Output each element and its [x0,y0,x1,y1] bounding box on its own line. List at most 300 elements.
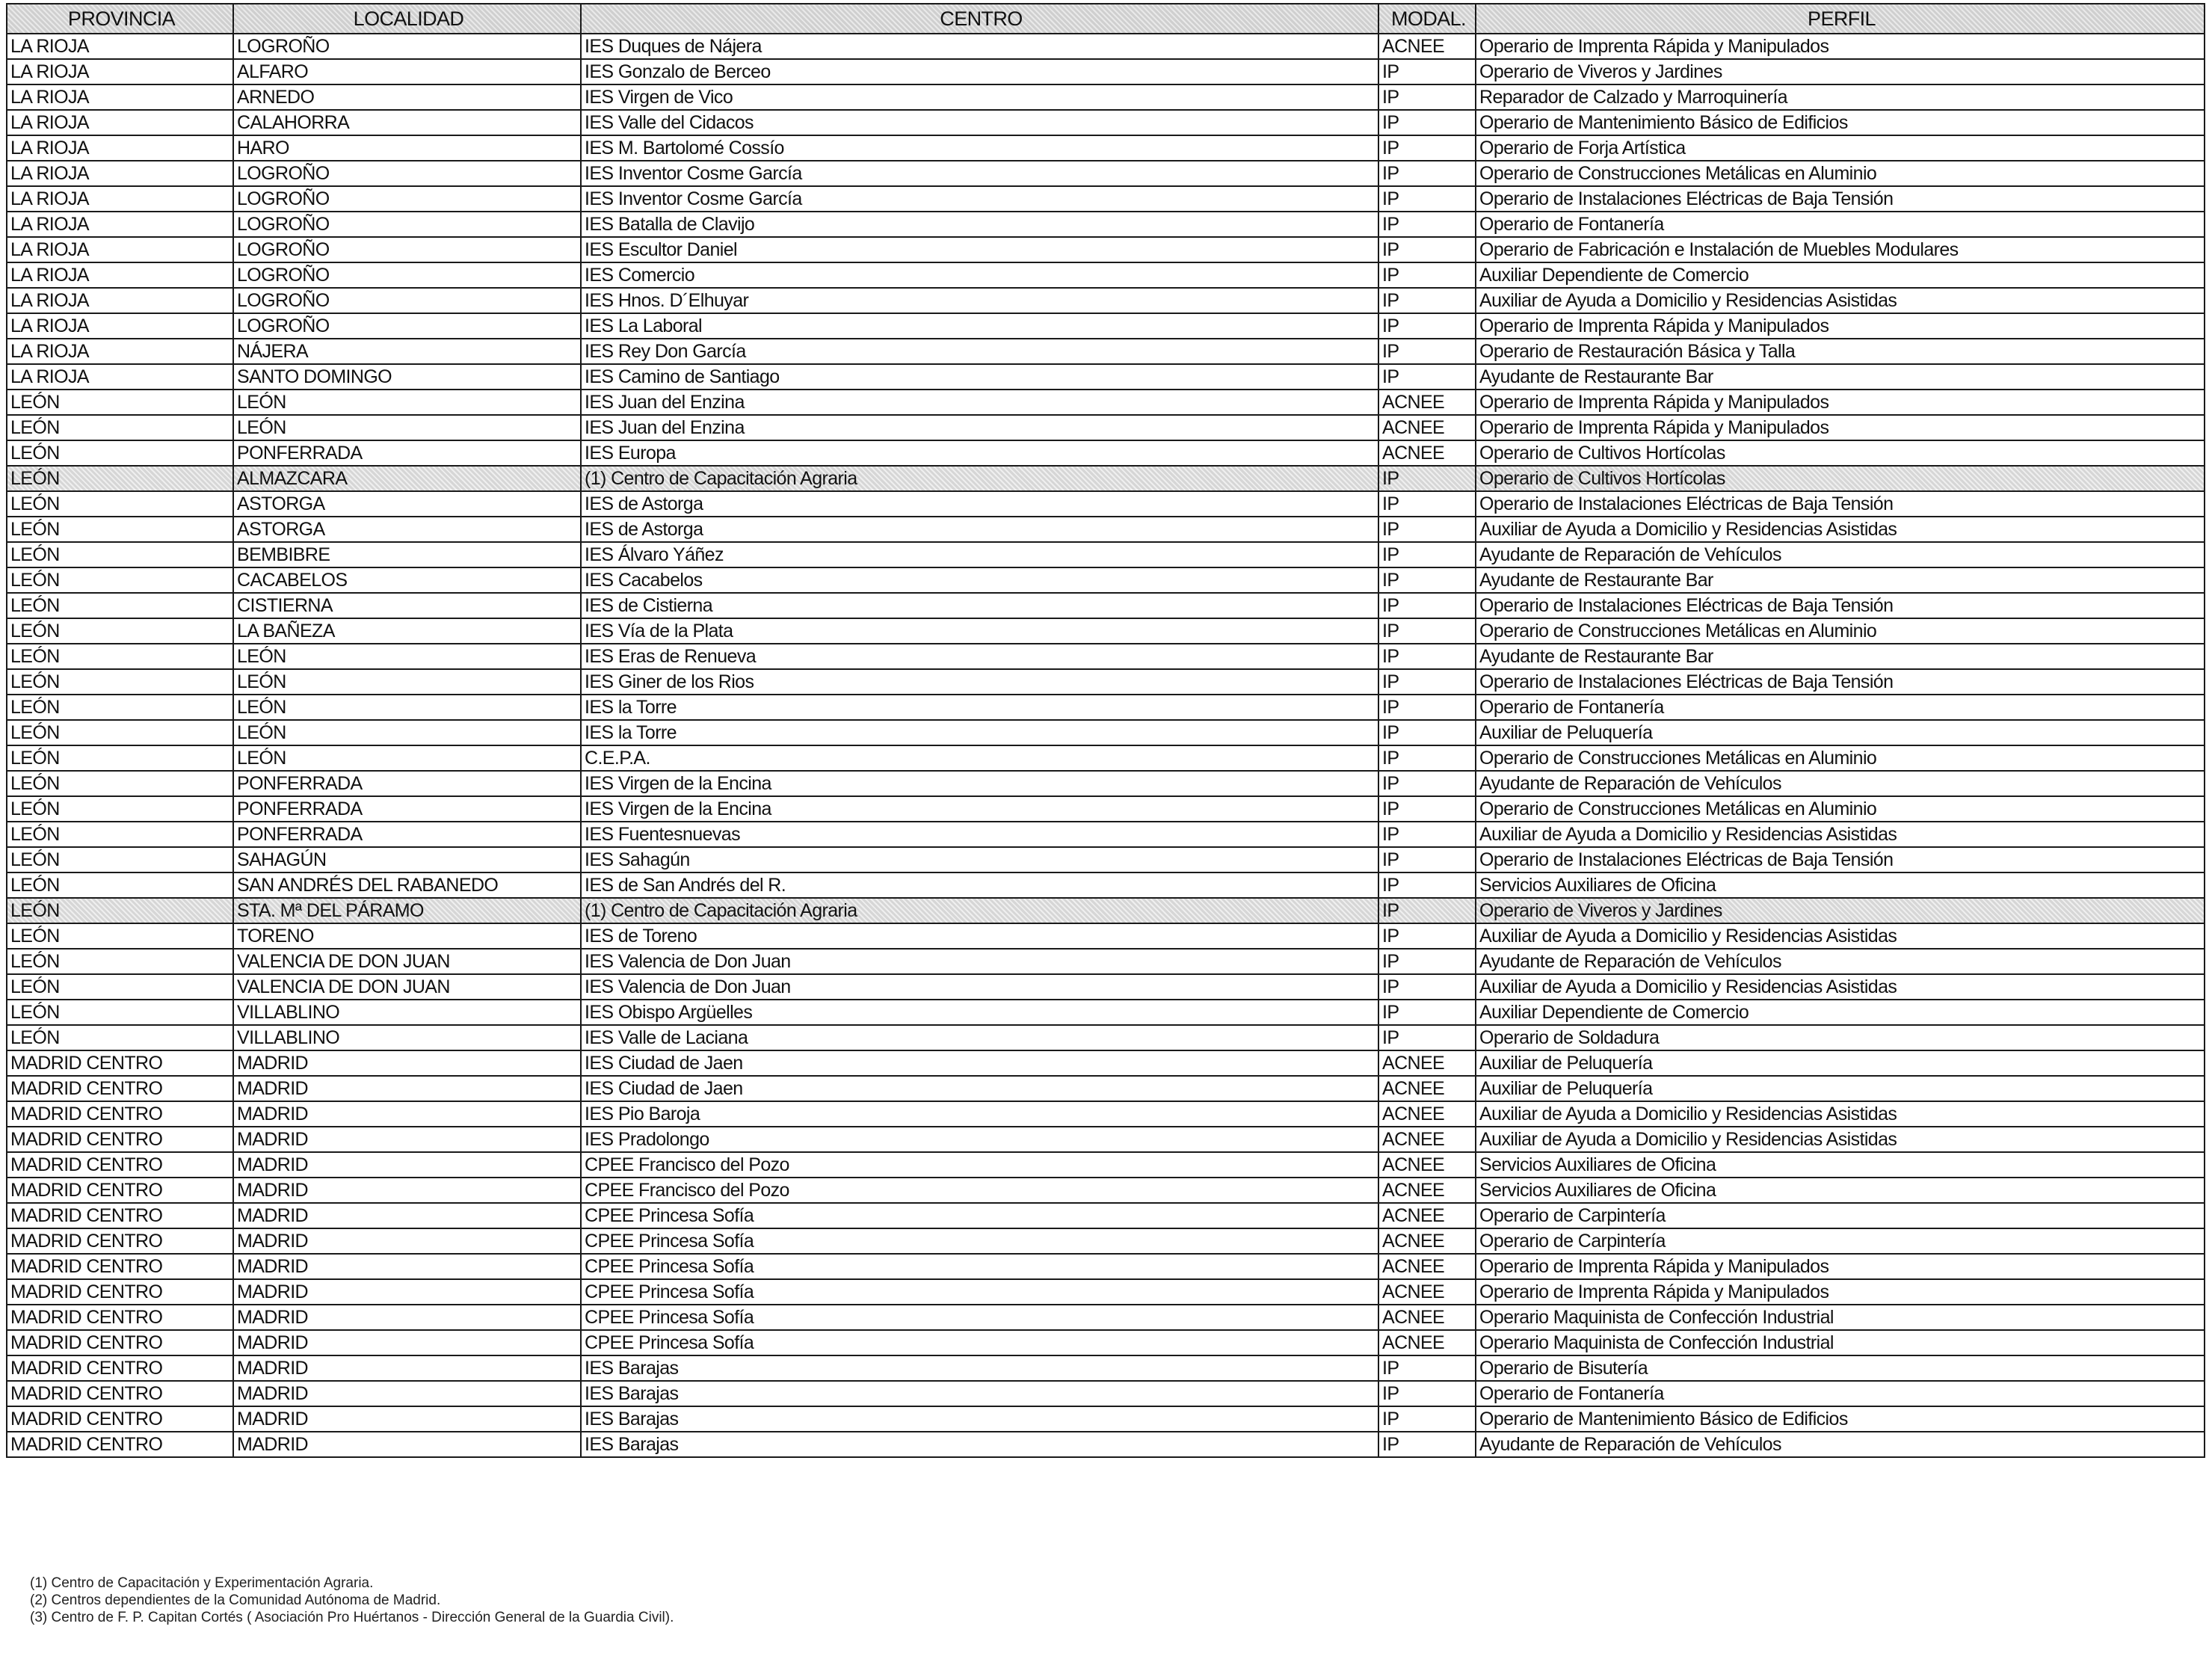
table-row [7,1330,2205,1355]
provincia-cell: LA RIOJA [7,34,233,59]
column-header-localidad: LOCALIDAD [233,4,581,34]
perfil-cell: Operario Maquinista de Confección Industrial [1476,1305,2205,1330]
table-row [7,364,2205,390]
localidad-cell: MADRID [233,1305,581,1330]
centro-cell: CPEE Francisco del Pozo [581,1178,1378,1203]
localidad-cell: LEÓN [233,644,581,669]
table-body [7,34,2205,1457]
footnote: (3) Centro de F. P. Capitan Cortés ( Asociación Pro Huértanos - Dirección General de la Guardia Civil). [30,1610,674,1625]
perfil-cell: Operario de Carpintería [1476,1228,2205,1254]
centro-cell: IES Valle de Laciana [581,1025,1378,1050]
modal-cell: IP [1378,644,1476,669]
perfil-cell: Operario de Instalaciones Eléctricas de Baja Tensión [1476,593,2205,618]
centro-cell: IES Barajas [581,1406,1378,1432]
table-row [7,34,2205,59]
provincia-cell: LA RIOJA [7,237,233,262]
table-row [7,898,2205,923]
localidad-cell: MADRID [233,1152,581,1178]
centro-cell: C.E.P.A. [581,745,1378,771]
centro-cell: IES de San Andrés del R. [581,872,1378,898]
provincia-cell: LA RIOJA [7,288,233,313]
provincia-cell: LA RIOJA [7,262,233,288]
perfil-cell: Operario de Instalaciones Eléctricas de Baja Tensión [1476,186,2205,212]
perfil-cell: Operario de Fontanería [1476,695,2205,720]
localidad-cell: SAHAGÚN [233,847,581,872]
provincia-cell: LEÓN [7,1025,233,1050]
modal-cell: ACNEE [1378,1279,1476,1305]
provincia-cell: LEÓN [7,822,233,847]
modal-cell: IP [1378,923,1476,949]
modal-cell: IP [1378,872,1476,898]
perfil-cell: Auxiliar Dependiente de Comercio [1476,262,2205,288]
table-row [7,644,2205,669]
perfil-cell: Operario de Cultivos Hortícolas [1476,440,2205,466]
provincia-cell: MADRID CENTRO [7,1203,233,1228]
perfil-cell: Auxiliar Dependiente de Comercio [1476,1000,2205,1025]
localidad-cell: LEÓN [233,669,581,695]
perfil-cell: Auxiliar de Ayuda a Domicilio y Residencias Asistidas [1476,517,2205,542]
table-row [7,212,2205,237]
perfil-cell: Ayudante de Reparación de Vehículos [1476,1432,2205,1457]
perfil-cell: Auxiliar de Ayuda a Domicilio y Residencias Asistidas [1476,288,2205,313]
modal-cell: IP [1378,1355,1476,1381]
centro-cell: IES de Toreno [581,923,1378,949]
localidad-cell: LOGROÑO [233,212,581,237]
provincia-cell: LEÓN [7,415,233,440]
table-row [7,1406,2205,1432]
centro-cell: CPEE Princesa Sofía [581,1305,1378,1330]
perfil-cell: Operario de Construcciones Metálicas en Aluminio [1476,161,2205,186]
modal-cell: IP [1378,847,1476,872]
centro-cell: IES Juan del Enzina [581,415,1378,440]
perfil-cell: Auxiliar de Ayuda a Domicilio y Residencias Asistidas [1476,1127,2205,1152]
centro-cell: IES Eras de Renueva [581,644,1378,669]
provincia-cell: MADRID CENTRO [7,1152,233,1178]
centro-cell: IES Álvaro Yáñez [581,542,1378,567]
table-row [7,59,2205,84]
table-row [7,440,2205,466]
column-header-modal: MODAL. [1378,4,1476,34]
provincia-cell: LA RIOJA [7,161,233,186]
modal-cell: IP [1378,1406,1476,1432]
perfil-cell: Operario de Construcciones Metálicas en Aluminio [1476,796,2205,822]
provincia-cell: MADRID CENTRO [7,1279,233,1305]
table-row [7,1152,2205,1178]
localidad-cell: ASTORGA [233,517,581,542]
centro-cell: IES Inventor Cosme García [581,161,1378,186]
localidad-cell: MADRID [233,1228,581,1254]
localidad-cell: LOGROÑO [233,186,581,212]
table-row [7,771,2205,796]
provincia-cell: LA RIOJA [7,212,233,237]
perfil-cell: Ayudante de Restaurante Bar [1476,567,2205,593]
modal-cell: IP [1378,618,1476,644]
centro-cell: IES Escultor Daniel [581,237,1378,262]
localidad-cell: CACABELOS [233,567,581,593]
table-row [7,110,2205,135]
centro-cell: IES La Laboral [581,313,1378,339]
table-row [7,1000,2205,1025]
localidad-cell: LEÓN [233,415,581,440]
perfil-cell: Servicios Auxiliares de Oficina [1476,1152,2205,1178]
centro-cell: IES la Torre [581,720,1378,745]
perfil-cell: Operario de Instalaciones Eléctricas de Baja Tensión [1476,491,2205,517]
provincia-cell: MADRID CENTRO [7,1228,233,1254]
localidad-cell: PONFERRADA [233,771,581,796]
provincia-cell: LEÓN [7,796,233,822]
provincia-cell: LEÓN [7,695,233,720]
provincia-cell: MADRID CENTRO [7,1127,233,1152]
centro-cell: IES de Astorga [581,491,1378,517]
centro-cell: IES Barajas [581,1355,1378,1381]
modal-cell: ACNEE [1378,1152,1476,1178]
provincia-cell: LA RIOJA [7,339,233,364]
table-row [7,974,2205,1000]
provincia-cell: LA RIOJA [7,110,233,135]
centro-cell: IES Valencia de Don Juan [581,949,1378,974]
perfil-cell: Ayudante de Reparación de Vehículos [1476,771,2205,796]
modal-cell: IP [1378,974,1476,1000]
modal-cell: ACNEE [1378,34,1476,59]
localidad-cell: LOGROÑO [233,313,581,339]
centro-cell: IES Virgen de la Encina [581,771,1378,796]
centro-cell: IES Hnos. D´Elhuyar [581,288,1378,313]
centro-cell: IES Rey Don García [581,339,1378,364]
perfil-cell: Ayudante de Reparación de Vehículos [1476,542,2205,567]
provincia-cell: LA RIOJA [7,135,233,161]
perfil-cell: Ayudante de Restaurante Bar [1476,364,2205,390]
centro-cell: IES Virgen de Vico [581,84,1378,110]
localidad-cell: TORENO [233,923,581,949]
modal-cell: IP [1378,517,1476,542]
table-row [7,1381,2205,1406]
localidad-cell: LEÓN [233,745,581,771]
localidad-cell: MADRID [233,1050,581,1076]
table-row [7,161,2205,186]
perfil-cell: Operario de Bisutería [1476,1355,2205,1381]
perfil-cell: Auxiliar de Peluquería [1476,1076,2205,1101]
perfil-cell: Operario de Carpintería [1476,1203,2205,1228]
centro-cell: IES Camino de Santiago [581,364,1378,390]
provincia-cell: LEÓN [7,847,233,872]
table-row [7,262,2205,288]
localidad-cell: LOGROÑO [233,161,581,186]
centro-cell: CPEE Princesa Sofía [581,1203,1378,1228]
centro-cell: IES Ciudad de Jaen [581,1050,1378,1076]
perfil-cell: Operario de Imprenta Rápida y Manipulados [1476,390,2205,415]
modal-cell: IP [1378,1025,1476,1050]
provincia-cell: LEÓN [7,644,233,669]
centro-cell: IES M. Bartolomé Cossío [581,135,1378,161]
table-row [7,618,2205,644]
perfil-cell: Operario de Imprenta Rápida y Manipulados [1476,34,2205,59]
modal-cell: IP [1378,669,1476,695]
modal-cell: IP [1378,822,1476,847]
perfil-cell: Operario de Forja Artística [1476,135,2205,161]
provincia-cell: LEÓN [7,618,233,644]
localidad-cell: LOGROÑO [233,237,581,262]
centro-cell: IES Fuentesnuevas [581,822,1378,847]
table-row [7,491,2205,517]
column-header-centro: CENTRO [581,4,1378,34]
footnote: (2) Centros dependientes de la Comunidad Autónoma de Madrid. [30,1592,441,1608]
provincia-cell: LA RIOJA [7,364,233,390]
modal-cell: IP [1378,161,1476,186]
provincia-cell: LEÓN [7,923,233,949]
localidad-cell: CALAHORRA [233,110,581,135]
modal-cell: ACNEE [1378,1101,1476,1127]
provincia-cell: LEÓN [7,771,233,796]
perfil-cell: Auxiliar de Ayuda a Domicilio y Residencias Asistidas [1476,1101,2205,1127]
localidad-cell: LOGROÑO [233,262,581,288]
localidad-cell: SAN ANDRÉS DEL RABANEDO [233,872,581,898]
table-row [7,1050,2205,1076]
modal-cell: IP [1378,771,1476,796]
provincia-cell: MADRID CENTRO [7,1178,233,1203]
provincia-cell: LEÓN [7,440,233,466]
table-row [7,1127,2205,1152]
localidad-cell: VILLABLINO [233,1025,581,1050]
centro-cell: IES Giner de los Rios [581,669,1378,695]
localidad-cell: LOGROÑO [233,34,581,59]
centro-cell: IES Pradolongo [581,1127,1378,1152]
perfil-cell: Operario de Imprenta Rápida y Manipulados [1476,415,2205,440]
centro-cell: IES Gonzalo de Berceo [581,59,1378,84]
footnote: (1) Centro de Capacitación y Experimentación Agraria. [30,1575,374,1591]
centro-cell: IES Europa [581,440,1378,466]
provincia-cell: LEÓN [7,567,233,593]
provincia-cell: LA RIOJA [7,186,233,212]
modal-cell: IP [1378,212,1476,237]
column-header-perfil: PERFIL [1476,4,2205,34]
centro-cell: IES Sahagún [581,847,1378,872]
table-row [7,1305,2205,1330]
perfil-cell: Operario de Mantenimiento Básico de Edificios [1476,1406,2205,1432]
provincia-cell: LEÓN [7,898,233,923]
localidad-cell: ALMAZCARA [233,466,581,491]
modal-cell: IP [1378,491,1476,517]
centro-cell: IES la Torre [581,695,1378,720]
centro-cell: CPEE Princesa Sofía [581,1330,1378,1355]
localidad-cell: MADRID [233,1406,581,1432]
localidad-cell: PONFERRADA [233,440,581,466]
modal-cell: ACNEE [1378,1330,1476,1355]
provincia-cell: MADRID CENTRO [7,1330,233,1355]
provincia-cell: LEÓN [7,1000,233,1025]
centro-cell: CPEE Princesa Sofía [581,1279,1378,1305]
provincia-cell: LA RIOJA [7,84,233,110]
localidad-cell: BEMBIBRE [233,542,581,567]
localidad-cell: ALFARO [233,59,581,84]
localidad-cell: PONFERRADA [233,822,581,847]
table-row [7,872,2205,898]
modal-cell: IP [1378,542,1476,567]
localidad-cell: LA BAÑEZA [233,618,581,644]
modal-cell: IP [1378,237,1476,262]
table-row [7,593,2205,618]
localidad-cell: MADRID [233,1101,581,1127]
centro-cell: IES Pio Baroja [581,1101,1378,1127]
localidad-cell: VALENCIA DE DON JUAN [233,974,581,1000]
provincia-cell: LEÓN [7,466,233,491]
table-row [7,923,2205,949]
modal-cell: IP [1378,59,1476,84]
perfil-cell: Operario de Imprenta Rápida y Manipulados [1476,313,2205,339]
modal-cell: ACNEE [1378,1050,1476,1076]
localidad-cell: VILLABLINO [233,1000,581,1025]
table-row [7,542,2205,567]
localidad-cell: MADRID [233,1254,581,1279]
provincia-cell: LEÓN [7,491,233,517]
provincia-cell: LEÓN [7,872,233,898]
table-row [7,1076,2205,1101]
table-row [7,745,2205,771]
modal-cell: IP [1378,796,1476,822]
provincia-cell: MADRID CENTRO [7,1305,233,1330]
localidad-cell: MADRID [233,1432,581,1457]
modal-cell: ACNEE [1378,415,1476,440]
provincia-cell: LEÓN [7,745,233,771]
perfil-cell: Operario Maquinista de Confección Industrial [1476,1330,2205,1355]
perfil-cell: Operario de Soldadura [1476,1025,2205,1050]
perfil-cell: Operario de Instalaciones Eléctricas de Baja Tensión [1476,669,2205,695]
localidad-cell: LOGROÑO [233,288,581,313]
centro-cell: CPEE Princesa Sofía [581,1254,1378,1279]
table-row [7,135,2205,161]
localidad-cell: CISTIERNA [233,593,581,618]
table-row [7,415,2205,440]
perfil-cell: Operario de Mantenimiento Básico de Edificios [1476,110,2205,135]
perfil-cell: Operario de Construcciones Metálicas en Aluminio [1476,745,2205,771]
centro-cell: (1) Centro de Capacitación Agraria [581,466,1378,491]
modal-cell: IP [1378,593,1476,618]
perfil-cell: Servicios Auxiliares de Oficina [1476,1178,2205,1203]
perfil-cell: Operario de Imprenta Rápida y Manipulados [1476,1254,2205,1279]
centro-cell: IES Ciudad de Jaen [581,1076,1378,1101]
modal-cell: IP [1378,186,1476,212]
localidad-cell: ASTORGA [233,491,581,517]
localidad-cell: MADRID [233,1076,581,1101]
perfil-cell: Auxiliar de Peluquería [1476,720,2205,745]
perfil-cell: Operario de Viveros y Jardines [1476,59,2205,84]
centro-cell: CPEE Princesa Sofía [581,1228,1378,1254]
localidad-cell: LEÓN [233,720,581,745]
perfil-cell: Ayudante de Reparación de Vehículos [1476,949,2205,974]
provincia-cell: LEÓN [7,517,233,542]
localidad-cell: PONFERRADA [233,796,581,822]
centro-cell: IES de Astorga [581,517,1378,542]
modal-cell: ACNEE [1378,1305,1476,1330]
table-row [7,237,2205,262]
modal-cell: ACNEE [1378,1076,1476,1101]
modal-cell: IP [1378,339,1476,364]
modal-cell: IP [1378,695,1476,720]
modal-cell: ACNEE [1378,1228,1476,1254]
provincia-cell: LEÓN [7,974,233,1000]
perfil-cell: Operario de Fontanería [1476,1381,2205,1406]
perfil-cell: Operario de Fabricación e Instalación de Muebles Modulares [1476,237,2205,262]
modal-cell: IP [1378,110,1476,135]
table-row [7,1203,2205,1228]
localidad-cell: MADRID [233,1381,581,1406]
table-row [7,1025,2205,1050]
centro-cell: CPEE Francisco del Pozo [581,1152,1378,1178]
centro-cell: IES Barajas [581,1432,1378,1457]
table-row [7,822,2205,847]
perfil-cell: Servicios Auxiliares de Oficina [1476,872,2205,898]
table-row [7,313,2205,339]
modal-cell: ACNEE [1378,1203,1476,1228]
provincia-cell: MADRID CENTRO [7,1254,233,1279]
modal-cell: IP [1378,84,1476,110]
table-row [7,949,2205,974]
table-header-row [7,4,2205,34]
modal-cell: IP [1378,135,1476,161]
table-row [7,1101,2205,1127]
modal-cell: IP [1378,262,1476,288]
modal-cell: IP [1378,466,1476,491]
table-row [7,466,2205,491]
centro-cell: IES Juan del Enzina [581,390,1378,415]
localidad-cell: MADRID [233,1330,581,1355]
table-row [7,288,2205,313]
modal-cell: ACNEE [1378,1254,1476,1279]
table-row [7,186,2205,212]
centro-cell: IES Valencia de Don Juan [581,974,1378,1000]
provincia-cell: MADRID CENTRO [7,1101,233,1127]
table-row [7,390,2205,415]
centro-cell: IES Vía de la Plata [581,618,1378,644]
centro-cell: IES de Cistierna [581,593,1378,618]
perfil-cell: Operario de Imprenta Rápida y Manipulados [1476,1279,2205,1305]
provincia-cell: MADRID CENTRO [7,1355,233,1381]
modal-cell: IP [1378,949,1476,974]
table-row [7,847,2205,872]
localidad-cell: MADRID [233,1178,581,1203]
provincia-cell: MADRID CENTRO [7,1076,233,1101]
modal-cell: IP [1378,1381,1476,1406]
provincia-cell: MADRID CENTRO [7,1050,233,1076]
perfil-cell: Operario de Viveros y Jardines [1476,898,2205,923]
table-row [7,720,2205,745]
centro-cell: IES Duques de Nájera [581,34,1378,59]
perfil-cell: Auxiliar de Peluquería [1476,1050,2205,1076]
modal-cell: IP [1378,364,1476,390]
provincia-cell: LEÓN [7,669,233,695]
table-row [7,796,2205,822]
localidad-cell: MADRID [233,1355,581,1381]
localidad-cell: LEÓN [233,390,581,415]
localidad-cell: NÁJERA [233,339,581,364]
modal-cell: IP [1378,288,1476,313]
centers-table [6,3,2205,1458]
perfil-cell: Reparador de Calzado y Marroquinería [1476,84,2205,110]
table-row [7,1432,2205,1457]
perfil-cell: Operario de Restauración Básica y Talla [1476,339,2205,364]
centro-cell: IES Cacabelos [581,567,1378,593]
centro-cell: IES Virgen de la Encina [581,796,1378,822]
perfil-cell: Operario de Construcciones Metálicas en Aluminio [1476,618,2205,644]
perfil-cell: Auxiliar de Ayuda a Domicilio y Residencias Asistidas [1476,822,2205,847]
localidad-cell: LEÓN [233,695,581,720]
localidad-cell: VALENCIA DE DON JUAN [233,949,581,974]
centro-cell: IES Barajas [581,1381,1378,1406]
modal-cell: IP [1378,1000,1476,1025]
modal-cell: IP [1378,745,1476,771]
perfil-cell: Operario de Instalaciones Eléctricas de Baja Tensión [1476,847,2205,872]
localidad-cell: MADRID [233,1279,581,1305]
centro-cell: IES Obispo Argüelles [581,1000,1378,1025]
